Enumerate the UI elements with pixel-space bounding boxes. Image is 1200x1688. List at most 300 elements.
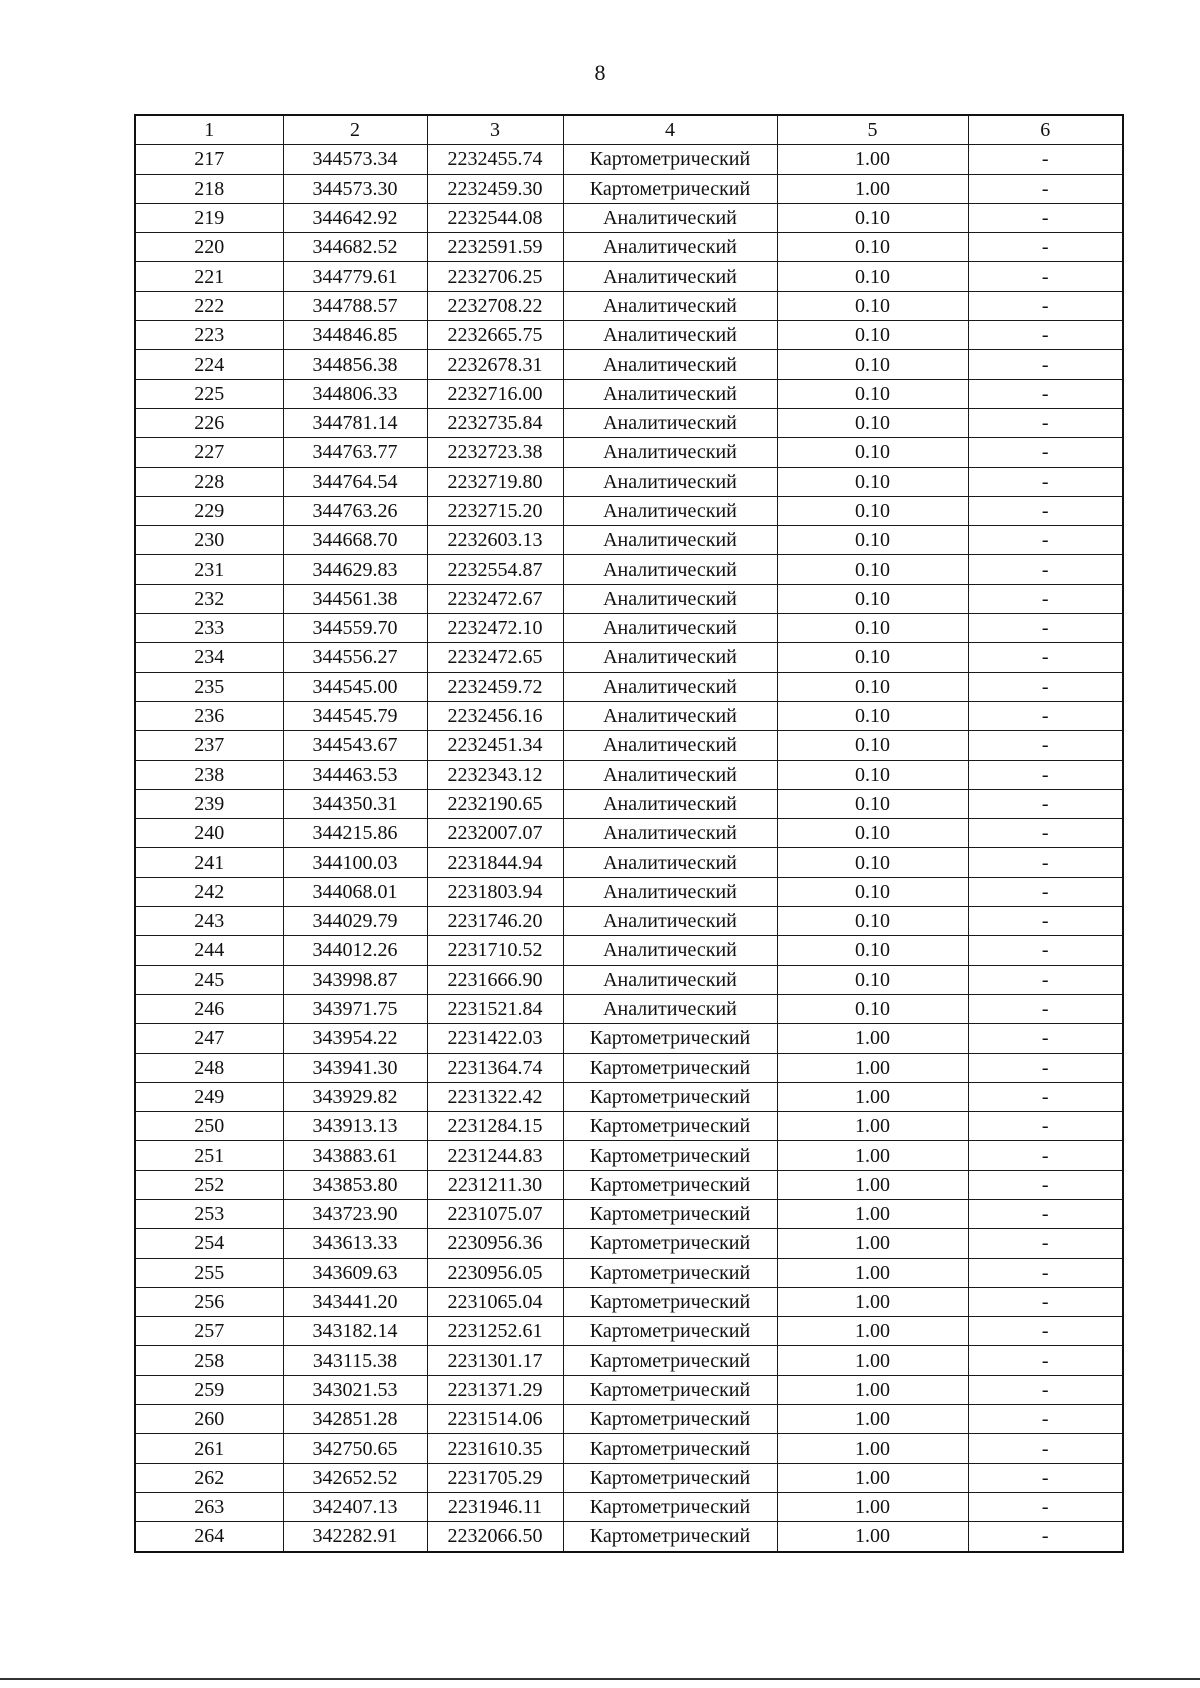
table-row: [135, 848, 1123, 877]
description-cell: -: [968, 1199, 1123, 1228]
x-coordinate-cell: 343913.13: [283, 1112, 427, 1141]
x-coordinate-cell: 344545.00: [283, 672, 427, 701]
method-cell: Аналитический: [563, 203, 777, 232]
method-cell: Картометрический: [563, 1287, 777, 1316]
accuracy-cell: 1.00: [777, 145, 968, 174]
table-row: [135, 760, 1123, 789]
accuracy-cell: 1.00: [777, 1317, 968, 1346]
method-cell: Аналитический: [563, 907, 777, 936]
point-number-cell: 249: [135, 1082, 283, 1111]
method-cell: Картометрический: [563, 1053, 777, 1082]
y-coordinate-cell: 2230956.36: [427, 1229, 563, 1258]
accuracy-cell: 1.00: [777, 174, 968, 203]
method-cell: Аналитический: [563, 731, 777, 760]
x-coordinate-cell: 343021.53: [283, 1375, 427, 1404]
method-cell: Картометрический: [563, 1170, 777, 1199]
x-coordinate-cell: 344806.33: [283, 379, 427, 408]
x-coordinate-cell: 344543.67: [283, 731, 427, 760]
description-cell: -: [968, 1346, 1123, 1375]
x-coordinate-cell: 344629.83: [283, 555, 427, 584]
table-row: [135, 1463, 1123, 1492]
table-row: [135, 350, 1123, 379]
x-coordinate-cell: 342750.65: [283, 1434, 427, 1463]
x-coordinate-cell: 342282.91: [283, 1522, 427, 1552]
table-row: [135, 1258, 1123, 1287]
point-number-cell: 263: [135, 1492, 283, 1521]
y-coordinate-cell: 2231301.17: [427, 1346, 563, 1375]
point-number-cell: 222: [135, 291, 283, 320]
y-coordinate-cell: 2231065.04: [427, 1287, 563, 1316]
description-cell: -: [968, 789, 1123, 818]
table-body: [135, 145, 1123, 1552]
point-number-cell: 261: [135, 1434, 283, 1463]
description-cell: -: [968, 1112, 1123, 1141]
y-coordinate-cell: 2231746.20: [427, 907, 563, 936]
table-row: [135, 174, 1123, 203]
x-coordinate-cell: 343883.61: [283, 1141, 427, 1170]
point-number-cell: 217: [135, 145, 283, 174]
x-coordinate-cell: 344642.92: [283, 203, 427, 232]
point-number-cell: 253: [135, 1199, 283, 1228]
accuracy-cell: 0.10: [777, 321, 968, 350]
description-cell: -: [968, 467, 1123, 496]
accuracy-cell: 0.10: [777, 819, 968, 848]
table-row: [135, 789, 1123, 818]
method-cell: Картометрический: [563, 1405, 777, 1434]
y-coordinate-cell: 2232554.87: [427, 555, 563, 584]
table-row: [135, 994, 1123, 1023]
accuracy-cell: 1.00: [777, 1434, 968, 1463]
accuracy-cell: 1.00: [777, 1024, 968, 1053]
x-coordinate-cell: 343609.63: [283, 1258, 427, 1287]
table-header-row: [135, 115, 1123, 145]
point-number-cell: 258: [135, 1346, 283, 1375]
point-number-cell: 247: [135, 1024, 283, 1053]
y-coordinate-cell: 2231666.90: [427, 965, 563, 994]
description-cell: -: [968, 994, 1123, 1023]
description-cell: -: [968, 672, 1123, 701]
accuracy-cell: 0.10: [777, 994, 968, 1023]
table-row: [135, 291, 1123, 320]
x-coordinate-cell: 342652.52: [283, 1463, 427, 1492]
y-coordinate-cell: 2231371.29: [427, 1375, 563, 1404]
accuracy-cell: 1.00: [777, 1287, 968, 1316]
point-number-cell: 229: [135, 496, 283, 525]
y-coordinate-cell: 2232708.22: [427, 291, 563, 320]
description-cell: -: [968, 936, 1123, 965]
x-coordinate-cell: 342851.28: [283, 1405, 427, 1434]
method-cell: Аналитический: [563, 760, 777, 789]
column-header-method: 4: [563, 115, 777, 145]
table-row: [135, 496, 1123, 525]
description-cell: -: [968, 907, 1123, 936]
point-number-cell: 257: [135, 1317, 283, 1346]
point-number-cell: 248: [135, 1053, 283, 1082]
point-number-cell: 221: [135, 262, 283, 291]
table-row: [135, 965, 1123, 994]
y-coordinate-cell: 2232007.07: [427, 819, 563, 848]
description-cell: -: [968, 262, 1123, 291]
y-coordinate-cell: 2232472.10: [427, 614, 563, 643]
description-cell: -: [968, 350, 1123, 379]
method-cell: Аналитический: [563, 555, 777, 584]
x-coordinate-cell: 343723.90: [283, 1199, 427, 1228]
accuracy-cell: 1.00: [777, 1405, 968, 1434]
method-cell: Аналитический: [563, 408, 777, 437]
column-header-description: 6: [968, 115, 1123, 145]
point-number-cell: 254: [135, 1229, 283, 1258]
point-number-cell: 224: [135, 350, 283, 379]
method-cell: Аналитический: [563, 819, 777, 848]
description-cell: -: [968, 1492, 1123, 1521]
point-number-cell: 231: [135, 555, 283, 584]
method-cell: Аналитический: [563, 467, 777, 496]
table-row: [135, 321, 1123, 350]
description-cell: -: [968, 877, 1123, 906]
accuracy-cell: 0.10: [777, 291, 968, 320]
method-cell: Картометрический: [563, 1346, 777, 1375]
point-number-cell: 259: [135, 1375, 283, 1404]
point-number-cell: 243: [135, 907, 283, 936]
y-coordinate-cell: 2232723.38: [427, 438, 563, 467]
y-coordinate-cell: 2231422.03: [427, 1024, 563, 1053]
table-row: [135, 1434, 1123, 1463]
y-coordinate-cell: 2232455.74: [427, 145, 563, 174]
table-row: [135, 643, 1123, 672]
method-cell: Аналитический: [563, 789, 777, 818]
description-cell: -: [968, 1229, 1123, 1258]
accuracy-cell: 1.00: [777, 1199, 968, 1228]
x-coordinate-cell: 344068.01: [283, 877, 427, 906]
table-row: [135, 526, 1123, 555]
description-cell: -: [968, 1053, 1123, 1082]
point-number-cell: 239: [135, 789, 283, 818]
page-number: 8: [594, 60, 606, 85]
table-row: [135, 672, 1123, 701]
accuracy-cell: 1.00: [777, 1170, 968, 1199]
y-coordinate-cell: 2231803.94: [427, 877, 563, 906]
y-coordinate-cell: 2231514.06: [427, 1405, 563, 1434]
y-coordinate-cell: 2231610.35: [427, 1434, 563, 1463]
accuracy-cell: 1.00: [777, 1053, 968, 1082]
method-cell: Аналитический: [563, 262, 777, 291]
accuracy-cell: 0.10: [777, 614, 968, 643]
accuracy-cell: 0.10: [777, 350, 968, 379]
method-cell: Аналитический: [563, 584, 777, 613]
table-row: [135, 1199, 1123, 1228]
x-coordinate-cell: 343998.87: [283, 965, 427, 994]
accuracy-cell: 0.10: [777, 467, 968, 496]
x-coordinate-cell: 344682.52: [283, 233, 427, 262]
point-number-cell: 240: [135, 819, 283, 848]
description-cell: -: [968, 584, 1123, 613]
x-coordinate-cell: 344846.85: [283, 321, 427, 350]
point-number-cell: 227: [135, 438, 283, 467]
point-number-cell: 233: [135, 614, 283, 643]
y-coordinate-cell: 2232706.25: [427, 262, 563, 291]
accuracy-cell: 1.00: [777, 1463, 968, 1492]
point-number-cell: 226: [135, 408, 283, 437]
table-row: [135, 438, 1123, 467]
description-cell: -: [968, 233, 1123, 262]
table-row: [135, 555, 1123, 584]
y-coordinate-cell: 2232719.80: [427, 467, 563, 496]
x-coordinate-cell: 344556.27: [283, 643, 427, 672]
y-coordinate-cell: 2232066.50: [427, 1522, 563, 1552]
accuracy-cell: 0.10: [777, 526, 968, 555]
method-cell: Картометрический: [563, 1141, 777, 1170]
table-row: [135, 1375, 1123, 1404]
description-cell: -: [968, 1434, 1123, 1463]
description-cell: -: [968, 760, 1123, 789]
description-cell: -: [968, 1522, 1123, 1552]
accuracy-cell: 0.10: [777, 731, 968, 760]
x-coordinate-cell: 343115.38: [283, 1346, 427, 1375]
accuracy-cell: 0.10: [777, 262, 968, 291]
point-number-cell: 230: [135, 526, 283, 555]
table-row: [135, 1170, 1123, 1199]
accuracy-cell: 1.00: [777, 1522, 968, 1552]
point-number-cell: 237: [135, 731, 283, 760]
point-number-cell: 242: [135, 877, 283, 906]
table-row: [135, 1112, 1123, 1141]
method-cell: Аналитический: [563, 672, 777, 701]
accuracy-cell: 0.10: [777, 701, 968, 730]
table-row: [135, 1053, 1123, 1082]
description-cell: -: [968, 965, 1123, 994]
point-number-cell: 245: [135, 965, 283, 994]
accuracy-cell: 1.00: [777, 1141, 968, 1170]
x-coordinate-cell: 343971.75: [283, 994, 427, 1023]
x-coordinate-cell: 344559.70: [283, 614, 427, 643]
point-number-cell: 220: [135, 233, 283, 262]
description-cell: -: [968, 1405, 1123, 1434]
point-number-cell: 260: [135, 1405, 283, 1434]
accuracy-cell: 0.10: [777, 379, 968, 408]
x-coordinate-cell: 343182.14: [283, 1317, 427, 1346]
x-coordinate-cell: 343613.33: [283, 1229, 427, 1258]
accuracy-cell: 0.10: [777, 965, 968, 994]
description-cell: -: [968, 1082, 1123, 1111]
method-cell: Картометрический: [563, 1024, 777, 1053]
y-coordinate-cell: 2232190.65: [427, 789, 563, 818]
method-cell: Аналитический: [563, 321, 777, 350]
x-coordinate-cell: 344764.54: [283, 467, 427, 496]
method-cell: Аналитический: [563, 438, 777, 467]
description-cell: -: [968, 321, 1123, 350]
y-coordinate-cell: 2230956.05: [427, 1258, 563, 1287]
table-row: [135, 1522, 1123, 1552]
method-cell: Картометрический: [563, 1082, 777, 1111]
description-cell: -: [968, 1170, 1123, 1199]
y-coordinate-cell: 2232472.67: [427, 584, 563, 613]
description-cell: -: [968, 1317, 1123, 1346]
description-cell: -: [968, 555, 1123, 584]
accuracy-cell: 1.00: [777, 1492, 968, 1521]
point-number-cell: 228: [135, 467, 283, 496]
description-cell: -: [968, 643, 1123, 672]
accuracy-cell: 0.10: [777, 584, 968, 613]
y-coordinate-cell: 2231284.15: [427, 1112, 563, 1141]
point-number-cell: 234: [135, 643, 283, 672]
accuracy-cell: 0.10: [777, 496, 968, 525]
point-number-cell: 255: [135, 1258, 283, 1287]
accuracy-cell: 1.00: [777, 1082, 968, 1111]
y-coordinate-cell: 2232715.20: [427, 496, 563, 525]
column-header-x-coordinate: 2: [283, 115, 427, 145]
y-coordinate-cell: 2231705.29: [427, 1463, 563, 1492]
table-row: [135, 379, 1123, 408]
y-coordinate-cell: 2232591.59: [427, 233, 563, 262]
method-cell: Картометрический: [563, 145, 777, 174]
description-cell: -: [968, 614, 1123, 643]
method-cell: Аналитический: [563, 233, 777, 262]
x-coordinate-cell: 343941.30: [283, 1053, 427, 1082]
description-cell: -: [968, 1375, 1123, 1404]
description-cell: -: [968, 526, 1123, 555]
accuracy-cell: 0.10: [777, 203, 968, 232]
method-cell: Картометрический: [563, 1317, 777, 1346]
y-coordinate-cell: 2231844.94: [427, 848, 563, 877]
description-cell: -: [968, 145, 1123, 174]
y-coordinate-cell: 2232456.16: [427, 701, 563, 730]
x-coordinate-cell: 344763.77: [283, 438, 427, 467]
x-coordinate-cell: 344573.30: [283, 174, 427, 203]
table-row: [135, 877, 1123, 906]
point-number-cell: 244: [135, 936, 283, 965]
point-number-cell: 252: [135, 1170, 283, 1199]
bottom-rule: [0, 1678, 1200, 1680]
method-cell: Аналитический: [563, 496, 777, 525]
accuracy-cell: 0.10: [777, 438, 968, 467]
method-cell: Аналитический: [563, 379, 777, 408]
y-coordinate-cell: 2232735.84: [427, 408, 563, 437]
x-coordinate-cell: 344779.61: [283, 262, 427, 291]
method-cell: Картометрический: [563, 1229, 777, 1258]
point-number-cell: 225: [135, 379, 283, 408]
y-coordinate-cell: 2232343.12: [427, 760, 563, 789]
table-row: [135, 1405, 1123, 1434]
method-cell: Аналитический: [563, 643, 777, 672]
description-cell: -: [968, 819, 1123, 848]
method-cell: Аналитический: [563, 291, 777, 320]
x-coordinate-cell: 344668.70: [283, 526, 427, 555]
description-cell: -: [968, 1258, 1123, 1287]
accuracy-cell: 1.00: [777, 1112, 968, 1141]
x-coordinate-cell: 343929.82: [283, 1082, 427, 1111]
y-coordinate-cell: 2231075.07: [427, 1199, 563, 1228]
accuracy-cell: 0.10: [777, 555, 968, 584]
method-cell: Картометрический: [563, 1258, 777, 1287]
x-coordinate-cell: 344573.34: [283, 145, 427, 174]
table-row: [135, 262, 1123, 291]
x-coordinate-cell: 343954.22: [283, 1024, 427, 1053]
y-coordinate-cell: 2231211.30: [427, 1170, 563, 1199]
table-row: [135, 584, 1123, 613]
table-row: [135, 907, 1123, 936]
point-number-cell: 223: [135, 321, 283, 350]
y-coordinate-cell: 2232472.65: [427, 643, 563, 672]
x-coordinate-cell: 344788.57: [283, 291, 427, 320]
description-cell: -: [968, 848, 1123, 877]
method-cell: Аналитический: [563, 701, 777, 730]
table-row: [135, 408, 1123, 437]
point-number-cell: 232: [135, 584, 283, 613]
x-coordinate-cell: 343441.20: [283, 1287, 427, 1316]
table-row: [135, 701, 1123, 730]
x-coordinate-cell: 344561.38: [283, 584, 427, 613]
accuracy-cell: 0.10: [777, 848, 968, 877]
method-cell: Картометрический: [563, 1434, 777, 1463]
x-coordinate-cell: 344763.26: [283, 496, 427, 525]
method-cell: Аналитический: [563, 848, 777, 877]
coordinates-table: [134, 114, 1124, 1553]
x-coordinate-cell: 344856.38: [283, 350, 427, 379]
table-row: [135, 614, 1123, 643]
table-row: [135, 1229, 1123, 1258]
table-row: [135, 467, 1123, 496]
table-row: [135, 731, 1123, 760]
description-cell: -: [968, 408, 1123, 437]
accuracy-cell: 0.10: [777, 643, 968, 672]
accuracy-cell: 0.10: [777, 672, 968, 701]
method-cell: Картометрический: [563, 1463, 777, 1492]
table-row: [135, 936, 1123, 965]
y-coordinate-cell: 2232678.31: [427, 350, 563, 379]
method-cell: Аналитический: [563, 965, 777, 994]
x-coordinate-cell: 343853.80: [283, 1170, 427, 1199]
point-number-cell: 238: [135, 760, 283, 789]
point-number-cell: 241: [135, 848, 283, 877]
y-coordinate-cell: 2231322.42: [427, 1082, 563, 1111]
table-row: [135, 203, 1123, 232]
table-row: [135, 1141, 1123, 1170]
accuracy-cell: 0.10: [777, 877, 968, 906]
y-coordinate-cell: 2231521.84: [427, 994, 563, 1023]
accuracy-cell: 0.10: [777, 760, 968, 789]
method-cell: Аналитический: [563, 614, 777, 643]
accuracy-cell: 1.00: [777, 1375, 968, 1404]
description-cell: -: [968, 496, 1123, 525]
description-cell: -: [968, 1141, 1123, 1170]
accuracy-cell: 0.10: [777, 936, 968, 965]
description-cell: -: [968, 1463, 1123, 1492]
y-coordinate-cell: 2231710.52: [427, 936, 563, 965]
table-row: [135, 1492, 1123, 1521]
y-coordinate-cell: 2231946.11: [427, 1492, 563, 1521]
accuracy-cell: 1.00: [777, 1258, 968, 1287]
description-cell: -: [968, 174, 1123, 203]
accuracy-cell: 0.10: [777, 907, 968, 936]
point-number-cell: 219: [135, 203, 283, 232]
accuracy-cell: 1.00: [777, 1346, 968, 1375]
x-coordinate-cell: 344215.86: [283, 819, 427, 848]
description-cell: -: [968, 438, 1123, 467]
description-cell: -: [968, 379, 1123, 408]
point-number-cell: 250: [135, 1112, 283, 1141]
x-coordinate-cell: 342407.13: [283, 1492, 427, 1521]
method-cell: Картометрический: [563, 1492, 777, 1521]
method-cell: Аналитический: [563, 526, 777, 555]
method-cell: Картометрический: [563, 1522, 777, 1552]
description-cell: -: [968, 1287, 1123, 1316]
point-number-cell: 246: [135, 994, 283, 1023]
point-number-cell: 218: [135, 174, 283, 203]
y-coordinate-cell: 2231364.74: [427, 1053, 563, 1082]
description-cell: -: [968, 701, 1123, 730]
y-coordinate-cell: 2231252.61: [427, 1317, 563, 1346]
description-cell: -: [968, 291, 1123, 320]
